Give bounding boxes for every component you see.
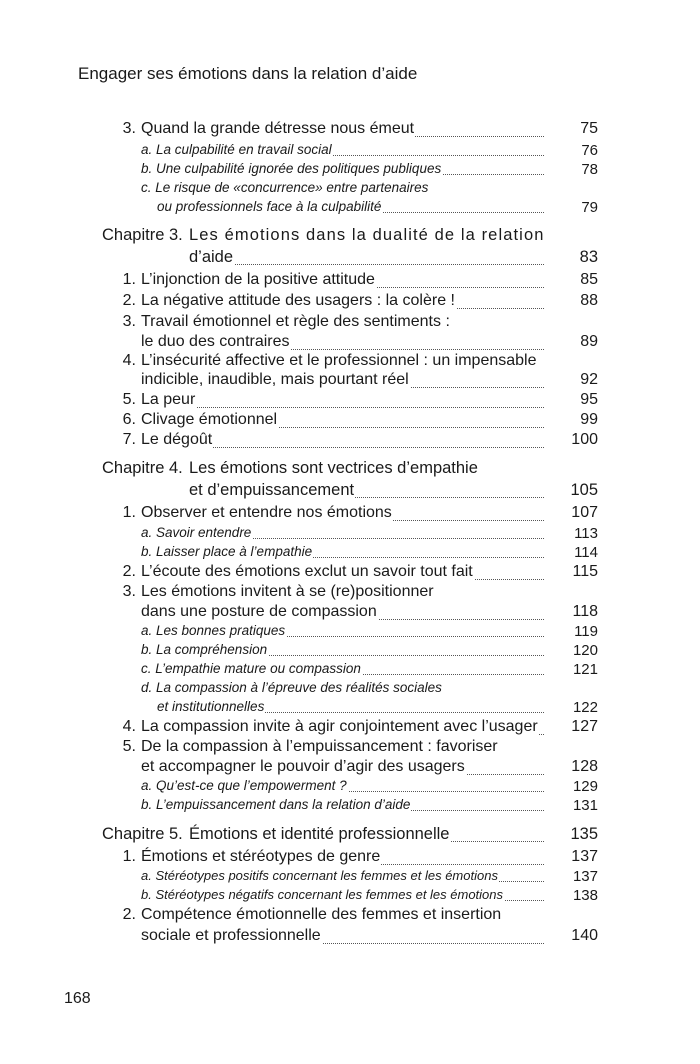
chapter-page: 135 xyxy=(570,825,598,843)
toc-entry-number: 7. xyxy=(122,431,136,448)
dot-leader xyxy=(141,407,544,408)
toc-entry-number: 5. xyxy=(122,738,136,755)
toc-subentry-page: 76 xyxy=(581,142,598,159)
toc-entry-title: Émotions et stéréotypes de genre xyxy=(141,848,381,865)
chapter-label: Chapitre 5. xyxy=(102,825,183,843)
toc-entry-title: le duo des contraires xyxy=(141,333,290,350)
toc-subentry-title: b. Laisser place à l’empathie xyxy=(141,544,313,559)
toc-subentry-title: a. Les bonnes pratiques xyxy=(141,623,286,638)
toc-subentry-title: b. Une culpabilité ignorée des politiques publiques xyxy=(141,161,442,176)
chapter-title: Les émotions sont vectrices d’empathie xyxy=(189,459,478,477)
toc-entry-title: indicible, inaudible, mais pourtant réel xyxy=(141,371,409,388)
toc-subentry-title: b. La compréhension xyxy=(141,642,268,657)
toc-entry-title: L’insécurité affective et le professionnel : un impensable xyxy=(141,352,537,369)
toc-subentry-page: 138 xyxy=(572,887,598,904)
toc-entry-page: 115 xyxy=(572,563,598,580)
page-number: 168 xyxy=(64,990,91,1007)
toc-entry-title: La négative attitude des usagers : la colère ! xyxy=(141,292,455,309)
toc-entry-page: 107 xyxy=(571,504,598,521)
toc-entry-title: dans une posture de compassion xyxy=(141,603,377,620)
toc-entry-page: 140 xyxy=(571,927,598,944)
toc-entry-title: Quand la grande détresse nous émeut xyxy=(141,120,415,137)
toc-entry-number: 5. xyxy=(122,391,136,408)
toc-subentry-page: 78 xyxy=(581,161,598,178)
toc-entry-title: L’écoute des émotions exclut un savoir tout fait xyxy=(141,563,473,580)
toc-subentry-title: c. Le risque de «concurrence» entre partenaires xyxy=(141,180,429,195)
toc-entry-title: Travail émotionnel et règle des sentiments : xyxy=(141,313,450,330)
toc-subentry-page: 119 xyxy=(574,623,598,640)
toc-subentry-title: ou professionnels face à la culpabilité xyxy=(157,199,382,214)
toc-entry-page: 75 xyxy=(580,120,598,137)
toc-subentry-page: 113 xyxy=(574,525,598,542)
toc-entry-title: La compassion invite à agir conjointement avec l’usager xyxy=(141,718,538,735)
toc-entry-title: Le dégoût xyxy=(141,431,213,448)
toc-entry-number: 6. xyxy=(122,411,136,428)
toc-entry-number: 3. xyxy=(122,583,136,600)
toc-entry-number: 1. xyxy=(122,504,136,521)
chapter-label: Chapitre 3. xyxy=(102,226,183,244)
chapter-page: 83 xyxy=(579,248,598,266)
toc-entry-page: 100 xyxy=(571,431,598,448)
toc-subentry-page: 79 xyxy=(581,199,598,216)
toc-subentry-title: a. Savoir entendre xyxy=(141,525,252,540)
toc-entry-title: sociale et professionnelle xyxy=(141,927,321,944)
toc-entry-page: 137 xyxy=(571,848,598,865)
running-header: Engager ses émotions dans la relation d’aide xyxy=(78,64,418,83)
toc-entry-page: 99 xyxy=(580,411,598,428)
toc-subentry-page: 120 xyxy=(572,642,598,659)
toc-entry-page: 118 xyxy=(572,603,598,620)
toc-entry-number: 1. xyxy=(122,271,136,288)
dot-leader xyxy=(189,264,544,265)
toc-entry-title: La peur xyxy=(141,391,196,408)
toc-entry-title: L’injonction de la positive attitude xyxy=(141,271,375,288)
toc-subentry-page: 129 xyxy=(572,778,598,795)
toc-entry-title: Observer et entendre nos émotions xyxy=(141,504,392,521)
toc-subentry-title: et institutionnelles xyxy=(157,699,265,714)
toc-subentry-title: c. L’empathie mature ou compassion xyxy=(141,661,361,676)
toc-subentry-title: a. Stéréotypes positifs concernant les femmes et les émotions xyxy=(141,868,498,883)
toc-entry-number: 1. xyxy=(122,848,136,865)
toc-entry-number: 4. xyxy=(122,718,136,735)
toc-entry-title: De la compassion à l’empuissancement : favoriser xyxy=(141,738,498,755)
chapter-title: et d’empuissancement xyxy=(189,481,355,499)
toc-entry-number: 2. xyxy=(122,563,136,580)
chapter-title: Les émotions dans la dualité de la relation xyxy=(189,226,545,244)
toc-entry-title: Clivage émotionnel xyxy=(141,411,278,428)
chapter-title: Émotions et identité professionnelle xyxy=(189,825,450,843)
toc-entry-title: Compétence émotionnelle des femmes et insertion xyxy=(141,906,502,923)
toc-entry-number: 3. xyxy=(122,120,136,137)
toc-entry-number: 2. xyxy=(122,292,136,309)
toc-subentry-title: a. Qu’est-ce que l’empowerment ? xyxy=(141,778,347,793)
toc-subentry-page: 131 xyxy=(572,797,598,814)
toc-entry-page: 88 xyxy=(580,292,598,309)
chapter-title: d’aide xyxy=(189,248,234,266)
toc-entry-number: 2. xyxy=(122,906,136,923)
toc-entry-page: 128 xyxy=(571,758,598,775)
chapter-page: 105 xyxy=(570,481,598,499)
toc-entry-number: 3. xyxy=(122,313,136,330)
toc-subentry-page: 122 xyxy=(572,699,598,716)
toc-entry-page: 127 xyxy=(571,718,598,735)
toc-subentry-page: 121 xyxy=(572,661,598,678)
toc-subentry-page: 114 xyxy=(574,544,598,561)
toc-entry-number: 4. xyxy=(122,352,136,369)
toc-entry-page: 89 xyxy=(580,333,598,350)
toc-entry-page: 95 xyxy=(580,391,598,408)
toc-subentry-title: b. Stéréotypes négatifs concernant les femmes et les émotions xyxy=(141,887,504,902)
toc-subentry-page: 137 xyxy=(572,868,598,885)
toc-subentry-title: b. L’empuissancement dans la relation d’aide xyxy=(141,797,411,812)
chapter-label: Chapitre 4. xyxy=(102,459,183,477)
toc-entry-title: et accompagner le pouvoir d’agir des usagers xyxy=(141,758,465,775)
toc-entry-title: Les émotions invitent à se (re)positionner xyxy=(141,583,434,600)
toc-subentry-title: a. La culpabilité en travail social xyxy=(141,142,332,157)
toc-entry-page: 92 xyxy=(580,371,598,388)
toc-entry-page: 85 xyxy=(580,271,598,288)
toc-subentry-title: d. La compassion à l’épreuve des réalités sociales xyxy=(141,680,442,695)
